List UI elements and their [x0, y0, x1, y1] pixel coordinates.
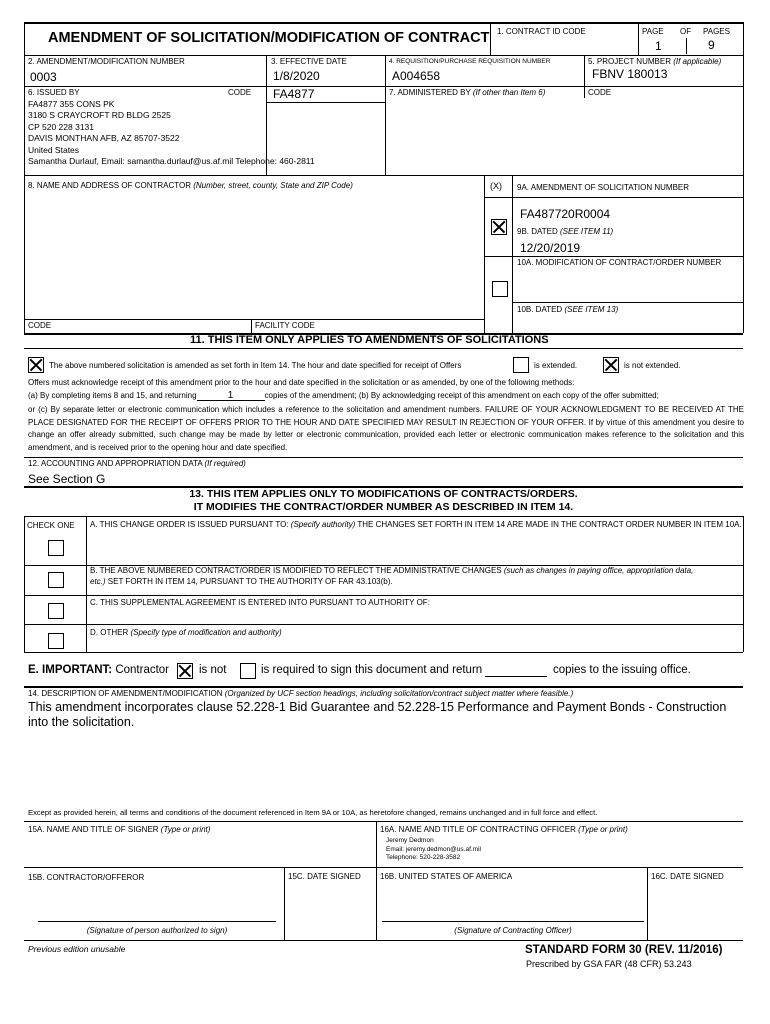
signature-person-caption: (Signature of person authorized to sign)	[86, 926, 228, 935]
divider	[490, 22, 491, 55]
divider	[24, 821, 743, 822]
divider	[743, 516, 744, 652]
officer-line: Telephone: 520-228-3582	[386, 854, 461, 862]
check-9a-checkbox[interactable]	[491, 219, 507, 235]
issued-by-line: FA4877 355 CONS PK	[28, 99, 115, 109]
dated-10b-label: 10B. DATED (SEE ITEM 13)	[517, 305, 619, 314]
form-top-border	[24, 22, 743, 24]
x-column-label: (X)	[490, 181, 502, 191]
amendment-solicitation-value[interactable]: FA487720R0004	[520, 207, 611, 221]
issued-by-label: 6. ISSUED BY	[28, 88, 80, 97]
important-line: E. IMPORTANT: Contractor	[28, 664, 170, 676]
signature-officer-caption: (Signature of Contracting Officer)	[454, 926, 572, 935]
item11-para-c: or (c) By separate letter or electronic communication which includes a reference to the solicitation and amendment numbers. FAILURE OF YOUR ACKNOWLEDGMENT TO BE RECEIVED AT THE PLACE DESIGNATED FOR THE RECEIPT OF OFFERS PRIOR TO THE HOUR AND DATE SPECIFIED MAY RESULT IN REJECTION OF YOUR OFFER. If by virtue of this amendment you desire to change an offer already submitted, such change may be made by letter or electronic communication, provided each letter or electronic communication makes reference to the solicitation and this amendment, and is received prior to the opening hour and date specified.	[28, 405, 744, 452]
divider	[638, 22, 639, 55]
divider	[284, 867, 285, 941]
divider	[24, 348, 743, 349]
divider	[24, 457, 743, 458]
modification-10a-label: 10A. MODIFICATION OF CONTRACT/ORDER NUMBER	[517, 258, 722, 267]
form-title: AMENDMENT OF SOLICITATION/MODIFICATION OF CONTRACT	[48, 30, 490, 46]
project-number-value[interactable]: FBNV 180013	[592, 67, 668, 81]
usa-label: 16B. UNITED STATES OF AMERICA	[380, 872, 513, 881]
amended-checkbox[interactable]	[28, 357, 44, 373]
divider	[24, 652, 743, 653]
divider	[24, 86, 743, 87]
divider	[24, 516, 25, 652]
divider	[24, 686, 743, 688]
project-number-label: 5. PROJECT NUMBER (If applicable)	[588, 57, 722, 66]
signer-label: 15A. NAME AND TITLE OF SIGNER (Type or print)	[28, 825, 211, 834]
requisition-label: 4. REQUISITION/PURCHASE REQUISITION NUMBER	[389, 58, 551, 65]
divider	[686, 38, 687, 54]
dated-9b-value[interactable]: 12/20/2019	[520, 241, 581, 255]
contractor-code-label: CODE	[28, 321, 52, 330]
accounting-value[interactable]: See Section G	[28, 472, 106, 486]
amendment-number-value[interactable]: 0003	[30, 70, 57, 84]
effective-date-label: 3. EFFECTIVE DATE	[271, 57, 347, 66]
administered-code-label: CODE	[588, 88, 612, 97]
amendment-number-label: 2. AMENDMENT/MODIFICATION NUMBER	[28, 57, 185, 66]
option-a-text: A. THIS CHANGE ORDER IS ISSUED PURSUANT TO: (Specify authority) THE CHANGES SET FORTH IN ITEM 14 ARE MADE IN THE CONTRACT ORDER NUMBER IN ITEM 10A.	[90, 520, 742, 529]
check-one-label: CHECK ONE	[27, 521, 75, 530]
except-statement: Except as provided herein, all terms and conditions of the document referenced in Item 9A or 10A, as heretofore changed, remains unchanged and in full force and effect.	[28, 808, 598, 817]
issued-by-line: Samantha Durlauf, Email: samantha.durlauf@us.af.mil Telephone: 460-2811	[28, 156, 315, 167]
divider	[512, 302, 743, 303]
issued-by-line: 3180 S CRAYCROFT RD BLDG 2525	[28, 110, 171, 121]
divider	[24, 516, 743, 517]
is-required-checkbox[interactable]	[240, 663, 256, 679]
amendment-solicitation-label: 9A. AMENDMENT OF SOLICITATION NUMBER	[517, 183, 690, 192]
copies-value[interactable]: 1	[227, 390, 234, 401]
divider	[376, 821, 377, 941]
description-value[interactable]: This amendment incorporates clause 52.228-1 Bid Guarantee and 52.228-15 Performance and Payment Bonds - Construction into the solicitation.	[28, 700, 727, 729]
option-b-text: B. THE ABOVE NUMBERED CONTRACT/ORDER IS MODIFIED TO REFLECT THE ADMINISTRATIVE CHANGES (such as changes in paying office, appropriation data, etc.) SET FORTH IN ITEM 14, PURSUANT TO THE AUTHORITY OF FAR 43.103(b).	[90, 566, 694, 586]
form-right-border	[743, 22, 744, 333]
administered-by-label: 7. ADMINISTERED BY (If other than Item 6)	[389, 88, 546, 97]
option-d-checkbox[interactable]	[48, 633, 64, 649]
divider	[24, 624, 743, 625]
option-a-checkbox[interactable]	[48, 540, 64, 556]
item13-title-line2: IT MODIFIES THE CONTRACT/ORDER NUMBER AS DESCRIBED IN ITEM 14.	[193, 501, 574, 513]
dated-9b-label: 9B. DATED (SEE ITEM 11)	[517, 227, 614, 236]
item11-para-a: Offers must acknowledge receipt of this amendment prior to the hour and date specified in the solicitation or as amended, by one of the following methods:	[28, 378, 575, 387]
divider	[24, 55, 743, 56]
issued-code-value[interactable]: FA4877	[273, 87, 315, 101]
officer-line: Jeremy Dedmon	[386, 837, 434, 844]
issued-code-label: CODE	[228, 88, 252, 97]
previous-edition-note: Previous edition unusable	[28, 944, 126, 954]
divider	[24, 595, 743, 596]
item11-line1: The above numbered solicitation is amended as set forth in Item 14. The hour and date specified for receipt of Offers	[49, 361, 462, 370]
requisition-value[interactable]: A004658	[392, 69, 441, 83]
divider	[24, 319, 484, 320]
is-required-label: is required to sign this document and return	[261, 664, 483, 676]
effective-date-value[interactable]: 1/8/2020	[273, 69, 320, 83]
issued-by-address	[28, 99, 315, 167]
divider	[484, 197, 743, 198]
page-value: 1	[655, 39, 662, 53]
item11-title: 11. THIS ITEM ONLY APPLIES TO AMENDMENTS OF SOLICITATIONS	[190, 334, 549, 346]
form-number: STANDARD FORM 30 (REV. 11/2016)	[525, 944, 723, 956]
divider	[484, 175, 485, 333]
copies-return-field[interactable]	[485, 676, 547, 677]
divider	[24, 175, 743, 176]
officer-label: 16A. NAME AND TITLE OF CONTRACTING OFFICER (Type or print)	[380, 825, 628, 834]
contractor-offeror-label: 15B. CONTRACTOR/OFFEROR	[28, 873, 145, 882]
page-label: PAGE	[642, 27, 664, 36]
issued-by-line: DAVIS MONTHAN AFB, AZ 85707-3522	[28, 133, 180, 144]
divider	[86, 516, 87, 652]
extended-checkbox[interactable]	[513, 357, 529, 373]
is-not-checkbox[interactable]	[177, 663, 193, 679]
description-label: 14. DESCRIPTION OF AMENDMENT/MODIFICATION (Organized by UCF section headings, including solicitation/contract subject matter where feasible.)	[28, 689, 574, 698]
option-c-text: C. THIS SUPPLEMENTAL AGREEMENT IS ENTERED INTO PURSUANT TO AUTHORITY OF:	[90, 598, 430, 607]
officer-line: Email: jeremy.dedmon@us.af.mil	[386, 845, 481, 853]
divider	[512, 175, 513, 333]
not-extended-label: is not extended.	[624, 361, 681, 370]
facility-code-label: FACILITY CODE	[255, 321, 315, 330]
is-not-label: is not	[199, 664, 227, 676]
copies-label: copies to the issuing office.	[553, 664, 691, 676]
option-b-checkbox[interactable]	[48, 572, 64, 588]
divider	[24, 867, 743, 868]
extended-label: is extended.	[534, 361, 578, 370]
divider	[584, 55, 585, 98]
not-extended-checkbox[interactable]	[603, 357, 619, 373]
divider	[484, 256, 743, 257]
of-label: OF	[680, 27, 692, 36]
issued-by-line: United States	[28, 144, 80, 155]
item13-title-line1: 13. THIS ITEM APPLIES ONLY TO MODIFICATIONS OF CONTRACTS/ORDERS.	[189, 488, 578, 500]
divider	[24, 940, 743, 941]
date-signed-15c-label: 15C. DATE SIGNED	[288, 872, 361, 881]
item11-para-b: (a) By completing items 8 and 15, and returning 1 copies of the amendment; (b) By acknowledging receipt of this amendment on each copy of the offer submitted;	[28, 390, 659, 401]
pages-label: PAGES	[703, 27, 730, 36]
officer-info	[386, 837, 481, 863]
check-10a-checkbox[interactable]	[492, 281, 508, 297]
option-d-text: D. OTHER (Specify type of modification and authority)	[90, 628, 282, 637]
contract-id-label: 1. CONTRACT ID CODE	[497, 27, 586, 36]
officer-signature-line[interactable]	[382, 921, 644, 922]
issued-by-line: CP 520 228 3131	[28, 121, 95, 132]
prescribed-by: Prescribed by GSA FAR (48 CFR) 53.243	[526, 959, 692, 969]
divider	[385, 55, 386, 175]
divider	[647, 867, 648, 941]
pages-value: 9	[708, 38, 715, 52]
accounting-label: 12. ACCOUNTING AND APPROPRIATION DATA (If required)	[28, 459, 246, 468]
contractor-label: 8. NAME AND ADDRESS OF CONTRACTOR (Number, street, county, State and ZIP Code)	[28, 181, 353, 190]
date-signed-16c-label: 16C. DATE SIGNED	[651, 872, 724, 881]
divider	[251, 319, 252, 333]
contractor-signature-line[interactable]	[38, 921, 276, 922]
form-left-border	[24, 22, 25, 333]
option-c-checkbox[interactable]	[48, 603, 64, 619]
